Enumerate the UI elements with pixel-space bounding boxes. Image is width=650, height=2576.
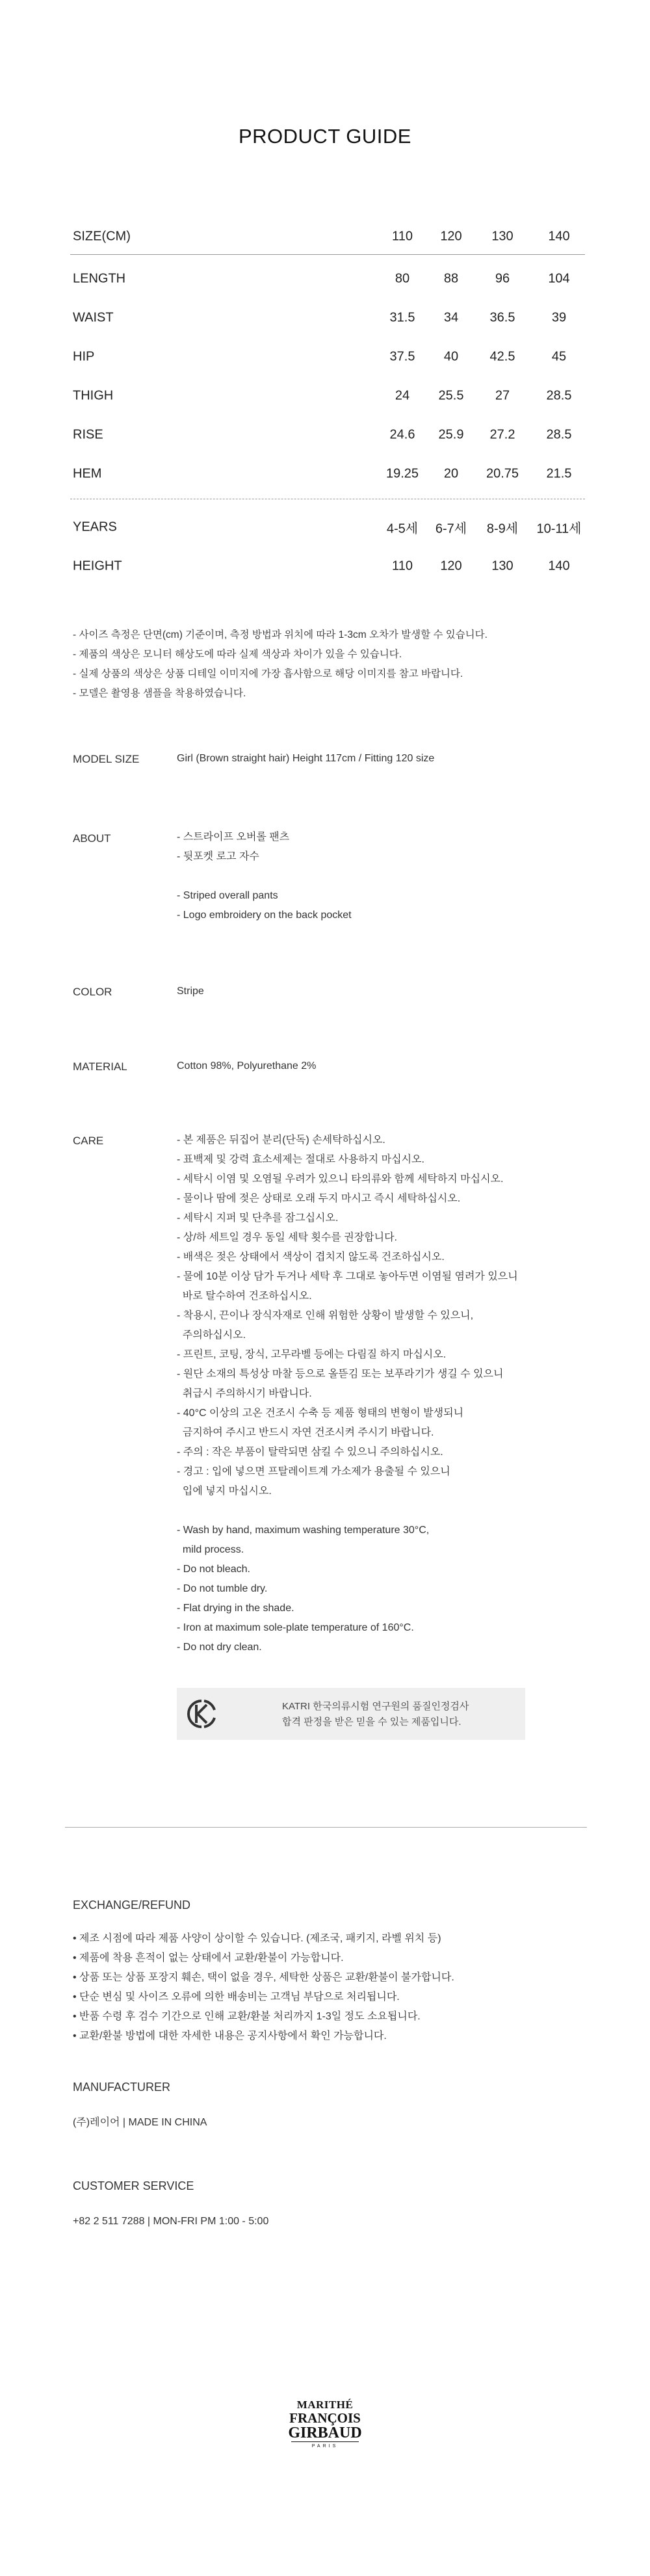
table-cell: 36.5 (489, 310, 515, 325)
brand-logo-line: GIRBAUD (288, 2425, 362, 2441)
care-value (177, 1131, 518, 1657)
table-cell: 37.5 (389, 349, 415, 364)
table-cell: 20 (443, 466, 459, 481)
row-label: LENGTH (73, 271, 126, 286)
brand-logo (280, 2399, 370, 2449)
table-cell: 27.2 (489, 427, 515, 442)
care-line: - 원단 소재의 특성상 마찰 등으로 올뜯김 또는 보푸라기가 생길 수 있으니 (177, 1369, 504, 1380)
care-line: - Iron at maximum sole-plate temperature of 160°C. (177, 1622, 414, 1633)
care-line: 바로 탈수하여 건조하십시오. (177, 1291, 312, 1302)
manufacturer-value: (주)레이어 | MADE IN CHINA (73, 2117, 207, 2128)
exchange-line: • 교환/환불 방법에 대한 자세한 내용은 공지사항에서 확인 가능합니다. (73, 2031, 387, 2042)
color-value: Stripe (177, 986, 204, 997)
size-header-cell: 110 (392, 229, 413, 244)
care-line: mild process. (177, 1544, 244, 1555)
note-line: - 실제 상품의 색상은 상품 디테일 이미지에 가장 흡사함으로 해당 이미지를 참고 바랍니다. (73, 668, 463, 679)
row-label: HEM (73, 466, 102, 481)
exchange-line: • 반품 수령 후 검수 기간으로 인해 교환/환불 처리까지 1-3일 정도 소요됩니다. (73, 2011, 421, 2022)
size-header-cell: 140 (548, 229, 570, 244)
about-value (177, 828, 352, 925)
model-size-label: MODEL SIZE (73, 753, 140, 765)
care-line: - 착용시, 끈이나 장식자재로 인해 위험한 상황이 발생할 수 있으니, (177, 1310, 474, 1321)
care-line: - 물에 10분 이상 담가 두거나 세탁 후 그대로 놓아두면 이염될 염려가 있으니 (177, 1271, 518, 1282)
exchange-line: • 상품 또는 상품 포장지 훼손, 택이 없을 경우, 세탁한 상품은 교환/환불이 불가합니다. (73, 1972, 454, 1983)
brand-logo-rule (291, 2441, 359, 2442)
color-label: COLOR (73, 986, 112, 998)
section-divider (65, 1827, 587, 1828)
table-row-height (70, 547, 585, 586)
table-cell: 10-11세 (536, 521, 582, 536)
table-row-years (70, 508, 585, 547)
model-size-value: Girl (Brown straight hair) Height 117cm / Fitting 120 size (177, 753, 435, 764)
table-row-rise (70, 415, 585, 454)
table-cell: 96 (495, 271, 510, 286)
table-cell: 8-9세 (486, 521, 519, 536)
table-cell: 24.6 (389, 427, 415, 442)
about-line: - 스트라이프 오버롤 팬츠 (177, 832, 290, 843)
table-cell: 140 (548, 559, 570, 573)
table-cell: 4-5세 (386, 521, 419, 536)
size-header-cell: 120 (440, 229, 462, 244)
row-label: HIP (73, 349, 95, 364)
table-cell: 20.75 (486, 466, 519, 481)
table-cell: 80 (395, 271, 410, 286)
about-line: - Logo embroidery on the back pocket (177, 910, 352, 921)
care-line: - 세탁시 이염 및 오염될 우려가 있으니 타의류와 함께 세탁하지 마십시오. (177, 1174, 504, 1185)
exchange-line: • 제품에 착용 흔적이 없는 상태에서 교환/환불이 가능합니다. (73, 1952, 344, 1964)
brand-logo-line: FRANÇOIS (289, 2410, 361, 2426)
note-line: - 모델은 촬영용 샘플을 착용하였습니다. (73, 688, 246, 699)
size-header-label: SIZE(CM) (73, 229, 131, 244)
note-line: - 사이즈 측정은 단면(cm) 기준이며, 측정 방법과 위치에 따라 1-3cm 오차가 발생할 수 있습니다. (73, 629, 488, 640)
manufacturer-heading: MANUFACTURER (73, 2081, 171, 2094)
table-row-hem (70, 454, 585, 493)
customer-service-heading: CUSTOMER SERVICE (73, 2179, 194, 2192)
care-line: - Do not tumble dry. (177, 1583, 268, 1594)
kc-text-line: 합격 판정을 받은 믿을 수 있는 제품입니다. (282, 1716, 462, 1728)
table-cell: 110 (392, 559, 413, 573)
exchange-heading: EXCHANGE/REFUND (73, 1899, 191, 1912)
care-line: - 물이나 땀에 젖은 상태로 오래 두지 마시고 즉시 세탁하십시오. (177, 1193, 461, 1204)
kc-mark-icon (187, 1698, 216, 1729)
care-line: - Do not dry clean. (177, 1642, 262, 1653)
customer-service-value: +82 2 511 7288 | MON-FRI PM 1:00 - 5:00 (73, 2216, 269, 2227)
care-line: 취급시 주의하시기 바랍니다. (177, 1388, 312, 1399)
kc-text (282, 1699, 469, 1730)
care-line: - 세탁시 지퍼 및 단추를 잠그십시오. (177, 1213, 339, 1224)
table-cell: 28.5 (546, 388, 572, 403)
row-label: THIGH (73, 388, 114, 403)
exchange-line: • 단순 변심 및 사이즈 오류에 의한 배송비는 고객님 부담으로 처리됩니다. (73, 1991, 400, 2003)
table-cell: 40 (443, 349, 459, 364)
table-cell: 104 (548, 271, 570, 286)
table-cell: 25.5 (438, 388, 464, 403)
table-cell: 28.5 (546, 427, 572, 442)
table-cell: 19.25 (385, 466, 419, 481)
table-cell: 6-7세 (435, 521, 467, 536)
brand-logo-line: MARITHÉ (296, 2399, 354, 2411)
exchange-list (73, 1929, 454, 2046)
table-cell: 130 (491, 559, 514, 573)
table-row-hip (70, 337, 585, 376)
care-line: - 40°C 이상의 고온 건조시 수축 등 제품 형태의 변형이 발생되니 (177, 1408, 464, 1419)
size-header-row (70, 219, 585, 254)
table-cell: 24 (395, 388, 410, 403)
row-label: HEIGHT (73, 559, 122, 573)
material-value: Cotton 98%, Polyurethane 2% (177, 1060, 317, 1071)
table-cell: 27 (495, 388, 510, 403)
material-label: MATERIAL (73, 1060, 127, 1073)
care-line: - 본 제품은 뒤집어 분리(단독) 손세탁하십시오. (177, 1135, 385, 1146)
size-table (70, 219, 585, 586)
care-line: 입에 넣지 마십시오. (177, 1486, 272, 1497)
table-cell: 21.5 (546, 466, 572, 481)
care-label: CARE (73, 1135, 104, 1147)
table-cell: 31.5 (389, 310, 415, 325)
table-cell: 88 (443, 271, 459, 286)
size-header-cell: 130 (491, 229, 514, 244)
kc-certification-box (177, 1688, 525, 1740)
row-label: YEARS (73, 519, 117, 534)
about-line: - 뒷포켓 로고 자수 (177, 851, 259, 862)
table-cell: 34 (443, 310, 459, 325)
about-line: - Striped overall pants (177, 890, 278, 901)
about-label: ABOUT (73, 832, 111, 845)
table-row-waist (70, 298, 585, 337)
table-cell: 120 (440, 559, 462, 573)
care-line: 금지하여 주시고 반드시 자연 건조시켜 주시기 바랍니다. (177, 1427, 434, 1438)
care-line: - 주의 : 작은 부품이 탈락되면 삼킬 수 있으니 주의하십시오. (177, 1447, 443, 1458)
table-cell: 39 (551, 310, 567, 325)
care-line: - 배색은 젖은 상태에서 색상이 겹치지 않도록 건조하십시오. (177, 1252, 445, 1263)
care-line: 주의하십시오. (177, 1330, 246, 1341)
table-row-length (70, 259, 585, 298)
note-line: - 제품의 색상은 모니터 해상도에 따라 실제 색상과 차이가 있을 수 있습니다. (73, 649, 402, 660)
brand-logo-line: PARIS (311, 2444, 339, 2449)
care-line: - 상/하 세트일 경우 동일 세탁 횟수를 권장합니다. (177, 1232, 398, 1243)
table-row-thigh (70, 376, 585, 415)
kc-text-line: KATRI 한국의류시험 연구원의 품질인정검사 (282, 1701, 469, 1712)
exchange-line: • 제조 시점에 따라 제품 사양이 상이할 수 있습니다. (제조국, 패키지, 라벨 위치 등) (73, 1933, 441, 1944)
table-cell: 42.5 (489, 349, 515, 364)
table-cell: 25.9 (438, 427, 464, 442)
care-line: - 프린트, 코팅, 장식, 고무라벨 등에는 다림질 하지 마십시오. (177, 1349, 447, 1360)
row-label: WAIST (73, 310, 114, 325)
row-label: RISE (73, 427, 103, 442)
page-title: PRODUCT GUIDE (238, 125, 411, 148)
care-line: - Wash by hand, maximum washing temperature 30°C, (177, 1525, 430, 1536)
size-notes (73, 625, 488, 703)
care-line: - Do not bleach. (177, 1564, 250, 1575)
care-line: - 표백제 및 강력 효소세제는 절대로 사용하지 마십시오. (177, 1154, 424, 1165)
care-line: - Flat drying in the shade. (177, 1603, 294, 1614)
care-line: - 경고 : 입에 넣으면 프탈레이트계 가소제가 용출될 수 있으니 (177, 1466, 450, 1477)
table-cell: 45 (551, 349, 567, 364)
